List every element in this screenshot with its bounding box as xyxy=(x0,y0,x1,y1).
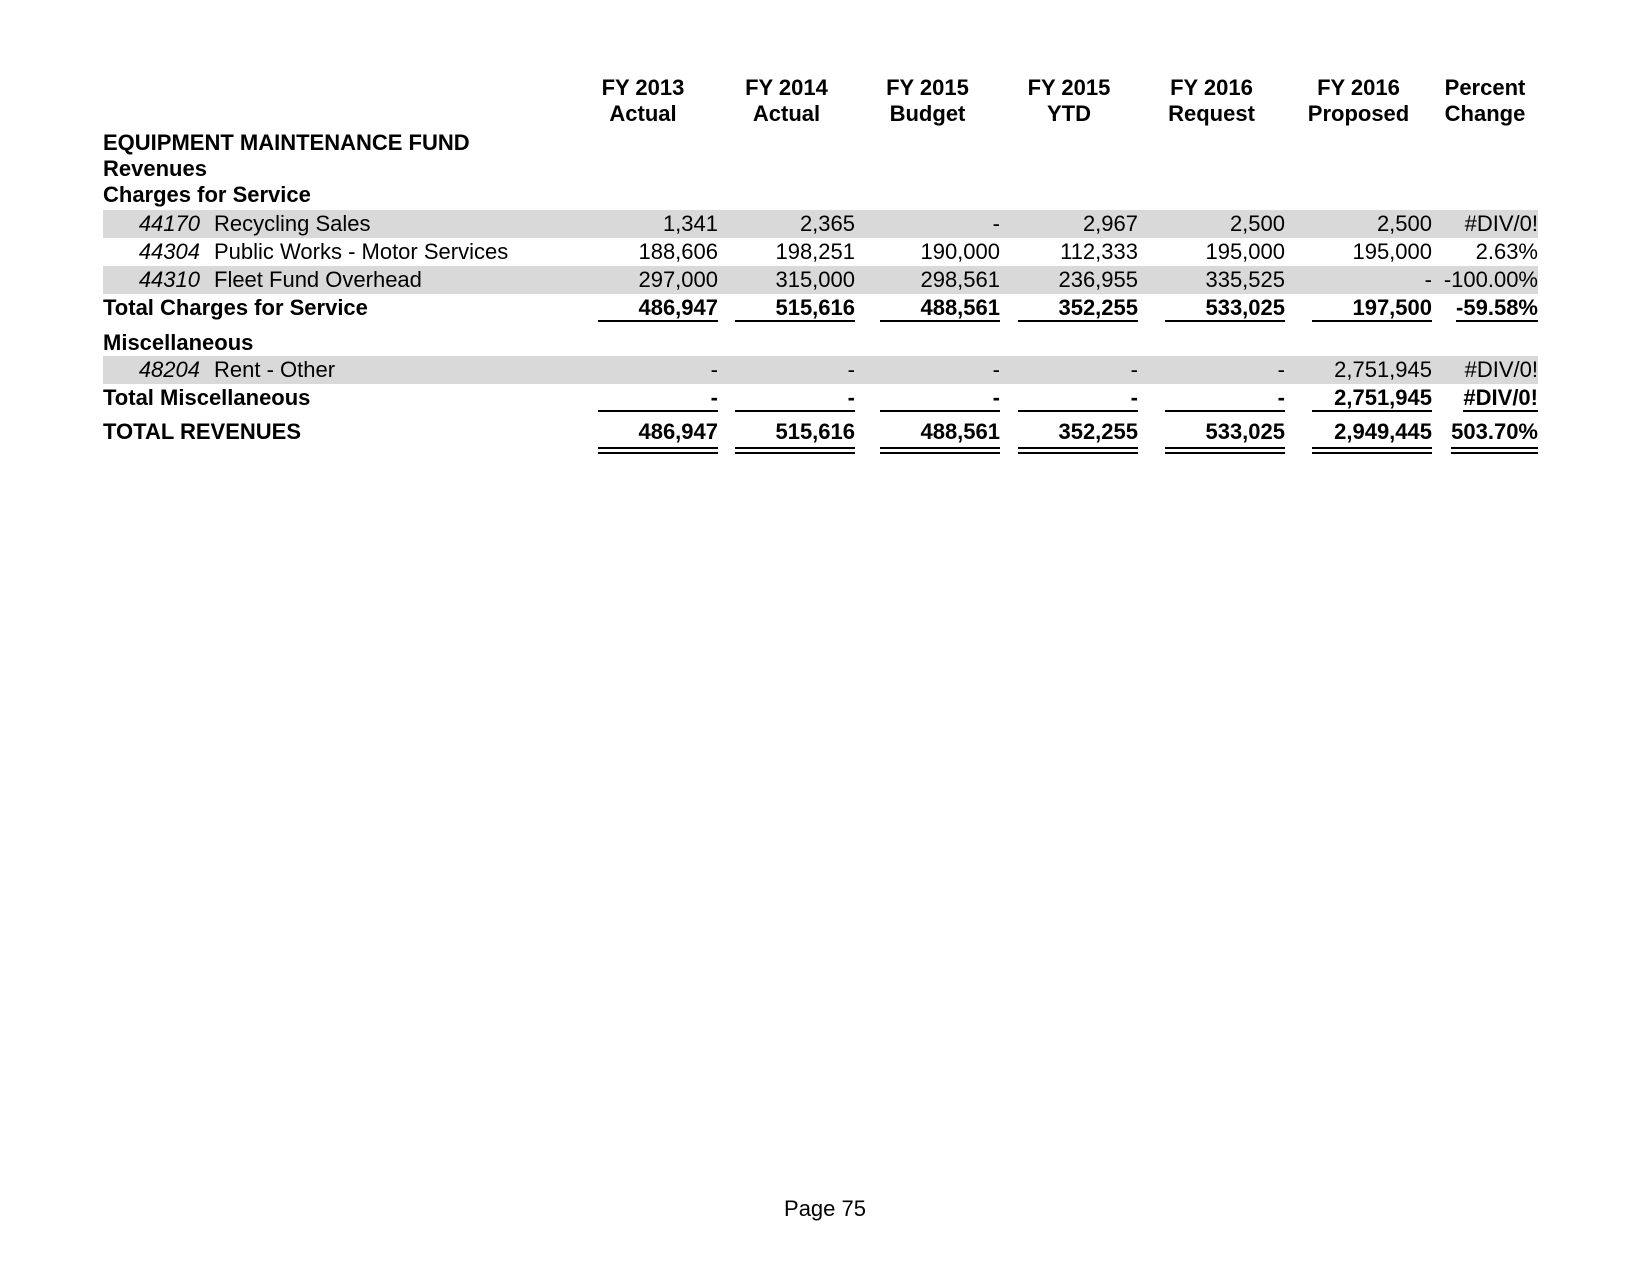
total-value: 515,616 xyxy=(718,294,855,322)
cell-value: 188,606 xyxy=(638,239,718,264)
cell-value: 315,000 xyxy=(775,267,855,292)
total-value: 352,255 xyxy=(1000,294,1138,322)
total-row-miscellaneous xyxy=(103,384,1538,412)
account-label-cell xyxy=(103,266,568,294)
col-header-fy2013: FY 2013 xyxy=(601,75,685,100)
total-value: - xyxy=(718,384,855,412)
cell-value: 190,000 xyxy=(920,239,1000,264)
section-label-revenues: Revenues xyxy=(103,156,207,181)
total-value-percent: #DIV/0! xyxy=(1463,385,1538,410)
col-subheader-actual-2013: Actual xyxy=(609,101,677,126)
account-name: Rent - Other xyxy=(214,357,336,382)
budget-sheet xyxy=(103,75,1538,446)
total-value: - xyxy=(1000,384,1138,412)
grand-total-value: 2,949,445 xyxy=(1285,418,1432,454)
grand-total-value: 352,255 xyxy=(1000,418,1138,454)
account-number: 44304 xyxy=(138,239,200,264)
page-footer: Page 75 xyxy=(784,1196,866,1221)
total-label: Total Charges for Service xyxy=(103,295,368,320)
col-header-fy2015-ytd: FY 2015 xyxy=(1027,75,1111,100)
col-subheader-ytd: YTD xyxy=(1047,101,1091,126)
cell-value: 112,333 xyxy=(1060,239,1138,264)
cell-value: - xyxy=(710,357,718,382)
cell-value: - xyxy=(1130,357,1138,382)
cell-value: 195,000 xyxy=(1205,239,1285,264)
account-number: 44310 xyxy=(138,267,200,292)
col-header-fy2016-request: FY 2016 xyxy=(1170,75,1253,100)
total-value: - xyxy=(855,384,1000,412)
grand-total-value: 533,025 xyxy=(1138,418,1285,454)
total-label: Total Miscellaneous xyxy=(103,385,311,410)
col-header-fy2016-proposed: FY 2016 xyxy=(1317,75,1400,100)
spacer xyxy=(103,322,1538,330)
grand-total-label: TOTAL REVENUES xyxy=(103,419,302,444)
cell-value: 195,000 xyxy=(1352,239,1432,264)
account-name: Recycling Sales xyxy=(214,211,371,236)
cell-value: 2.63% xyxy=(1475,239,1538,264)
account-name: Public Works - Motor Services xyxy=(214,239,509,264)
col-subheader-budget: Budget xyxy=(889,101,966,126)
grand-total-row-revenues xyxy=(103,418,1538,446)
cell-value: 2,751,945 xyxy=(1334,357,1432,382)
cell-value: - xyxy=(1277,357,1285,382)
group-label-miscellaneous: Miscellaneous xyxy=(103,330,254,355)
grand-total-value: 486,947 xyxy=(568,418,718,454)
total-value: 488,561 xyxy=(855,294,1000,322)
cell-value: - xyxy=(847,357,855,382)
cell-value: 2,500 xyxy=(1229,211,1285,236)
total-value: 197,500 xyxy=(1285,294,1432,322)
account-row-48204 xyxy=(103,356,1538,384)
cell-value: 297,000 xyxy=(638,267,718,292)
account-row-44170 xyxy=(103,210,1538,238)
column-header-line2 xyxy=(103,101,1538,127)
total-row-charges-for-service xyxy=(103,294,1538,322)
group-label-charges-for-service: Charges for Service xyxy=(103,182,311,207)
total-value: - xyxy=(1138,384,1285,412)
grand-total-value: 515,616 xyxy=(718,418,855,454)
total-value: - xyxy=(568,384,718,412)
col-subheader-actual-2014: Actual xyxy=(752,101,821,126)
cell-value: 236,955 xyxy=(1058,267,1138,292)
account-label-cell xyxy=(103,238,568,266)
account-number: 48204 xyxy=(138,357,200,382)
col-header-fy2015-budget: FY 2015 xyxy=(886,75,969,100)
cell-value: #DIV/0! xyxy=(1464,211,1538,236)
col-subheader-change: Change xyxy=(1444,101,1526,126)
account-name: Fleet Fund Overhead xyxy=(214,267,422,292)
account-label-cell xyxy=(103,210,568,238)
cell-value: #DIV/0! xyxy=(1464,357,1538,382)
col-subheader-request: Request xyxy=(1168,101,1255,126)
cell-value: -100.00% xyxy=(1443,267,1538,292)
cell-value: 1,341 xyxy=(662,211,718,236)
col-subheader-proposed: Proposed xyxy=(1307,101,1410,126)
account-number: 44170 xyxy=(138,211,200,236)
cell-value: - xyxy=(992,357,1000,382)
total-value: 486,947 xyxy=(568,294,718,322)
cell-value: 2,365 xyxy=(799,211,855,236)
account-row-44304 xyxy=(103,238,1538,266)
column-header-line1 xyxy=(103,75,1538,101)
cell-value: 298,561 xyxy=(920,267,1000,292)
fund-title: EQUIPMENT MAINTENANCE FUND xyxy=(103,130,470,155)
cell-value: - xyxy=(992,211,1000,236)
cell-value: 2,967 xyxy=(1082,211,1138,236)
total-value-percent: -59.58% xyxy=(1456,295,1538,320)
cell-value: 335,525 xyxy=(1205,267,1285,292)
total-value: 2,751,945 xyxy=(1285,384,1432,412)
cell-value: 198,251 xyxy=(775,239,855,264)
col-header-percent: Percent xyxy=(1444,75,1526,100)
account-label-cell xyxy=(103,356,568,384)
grand-total-value: 488,561 xyxy=(855,418,1000,454)
cell-value: 2,500 xyxy=(1376,211,1432,236)
grand-total-value-percent: 503.70% xyxy=(1432,418,1538,454)
cell-value: - xyxy=(1424,267,1432,292)
total-value: 533,025 xyxy=(1138,294,1285,322)
account-row-44310 xyxy=(103,266,1538,294)
col-header-fy2014: FY 2014 xyxy=(745,75,828,100)
